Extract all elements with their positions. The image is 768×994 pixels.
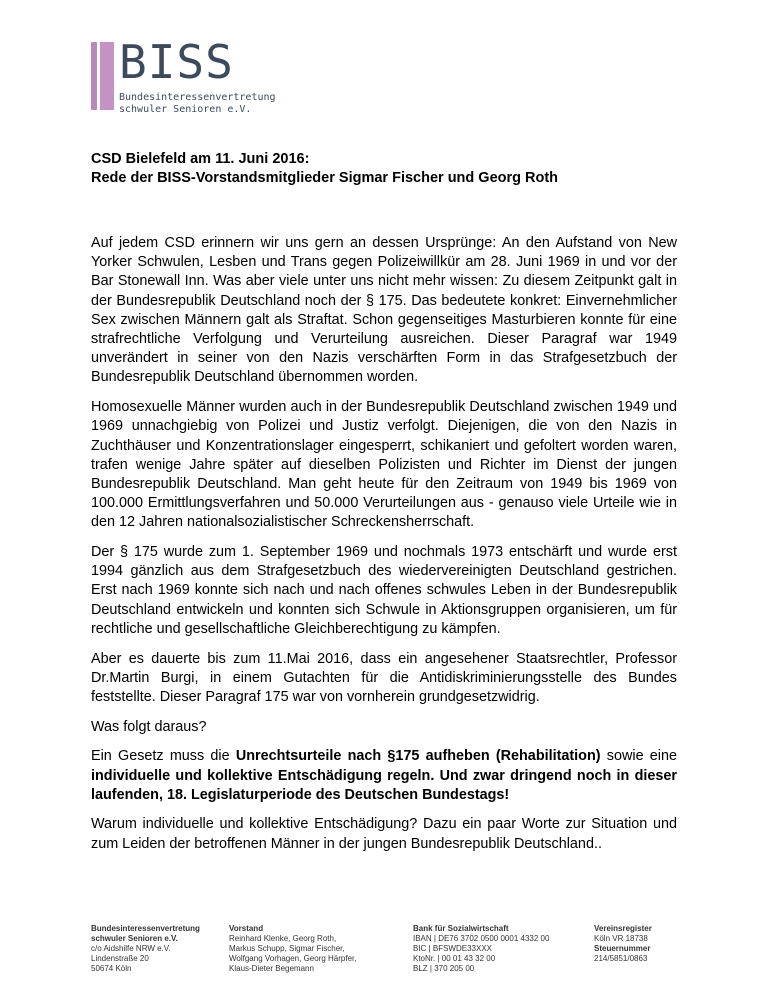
logo-bar-left (91, 42, 97, 110)
paragraph-6-bold-b: Unrechtsurteile nach §175 aufheben (Rehabilitation) (235, 748, 601, 765)
footer-register-line: 214/5851/0863 (594, 954, 648, 963)
footer-board-line: Klaus-Dieter Begemann (229, 964, 314, 973)
paragraph-5: Was folgt daraus? (91, 718, 207, 735)
paragraph-3: Der § 175 wurde zum 1. September 1969 und nochmals 1973 entschärft und wurde erst 1994 gänzlich aus dem Strafgesetzbuch des wiedervereinigten Deutschland gestrichen. Erst nach 1969 konnte sich nach und nach offenes schwules Leben in der Bundesrepublik Deutschland entwickeln und konnten sich Schwule in Aktionsgruppen organisieren, um für rechtliche und gesellschaftliche Gleichberechtigung zu kämpfen. (91, 544, 677, 637)
footer-register-line: Steuernummer (594, 944, 651, 953)
footer-board-line: Markus Schupp, Sigmar Fischer, (229, 944, 345, 953)
paragraph-6-bold-d: individuelle und kollektive Entschädigung regeln. Und zwar dringend noch in dieser laufenden, 18. Legislaturperiode des Deutschen Bundestags! (91, 767, 677, 803)
biss-logo (91, 35, 291, 116)
paragraph-4: Aber es dauerte bis zum 11.Mai 2016, dass ein angesehener Staatsrechtler, Professor Dr.Martin Burgi, in einem Gutachten für die Antidiskriminierungsstelle des Bundes feststellte. Dieser Paragraf 175 war von vornherein grundgesetzwidrig. (91, 650, 677, 705)
footer-board-line: Vorstand (229, 924, 264, 933)
footer-address-line: Bundesinteressenvertretung (91, 924, 200, 933)
footer-register-line: Vereinsregister (594, 924, 652, 933)
footer-bank-line: IBAN | DE76 3702 0500 0001 4332 00 (413, 934, 550, 943)
footer-bank-line: BIC | BFSWDE33XXX (413, 944, 492, 953)
footer-address-column (91, 924, 200, 974)
footer-board-column (229, 924, 357, 974)
logo-subtitle-line1: Bundesinteressenvertretung (119, 92, 276, 103)
speech-body (91, 234, 677, 864)
footer-bank-line: KtoNr. | 00 01 43 32 00 (413, 954, 496, 963)
heading-line-2: Rede der BISS-Vorstandsmitglieder Sigmar Fischer und Georg Roth (91, 170, 559, 186)
footer-board-line: Reinhard Klenke, Georg Roth, (229, 934, 337, 943)
paragraph-1: Auf jedem CSD erinnern wir uns gern an dessen Ursprünge: An den Aufstand von New Yorker Schwulen, Lesben und Trans gegen Polizeiwillkür am 28. Juni 1969 in und vor der Bar Stonewall Inn. Was aber viele unter uns nicht mehr wissen: Zu diesem Zeitpunkt galt in der Bundesrepublik Deutschland noch der § 175. Das bedeutete konkret: Einvernehmlicher Sex zwischen Männern galt als Straftat. Schon gegenseitiges Masturbieren konnte für eine strafrechtliche Verfolgung und Verurteilung ausreichen. Dieser Paragraf war 1949 unverändert in seiner von den Nazis verschärften Form in das Strafgesetzbuch der Bundesrepublik Deutschland übernommen worden. (91, 235, 677, 386)
paragraph-7: Warum individuelle und kollektive Entschädigung? Dazu ein paar Worte zur Situation und zum Leiden der betroffenen Männer in der jungen Bundesrepublik Deutschland.. (91, 816, 677, 852)
footer-register-line: Köln VR 18738 (594, 934, 648, 943)
logo-subtitle-line2: schwuler Senioren e.V. (119, 104, 252, 115)
footer-address-line: c/o Aidshilfe NRW e.V. (91, 944, 171, 953)
footer-address-line: schwuler Senioren e.V. (91, 934, 178, 943)
footer-address-line: 50674 Köln (91, 964, 132, 973)
document-heading (91, 150, 681, 188)
paragraph-2: Homosexuelle Männer wurden auch in der Bundesrepublik Deutschland zwischen 1949 und 1969 unnachgiebig von Polizei und Justiz verfolgt. Diejenigen, die von den Nazis in Zuchthäuser und Konzentrationslager eingesperrt, schikaniert und gefoltert worden waren, trafen wenige Jahre später auf dieselben Polizisten und Richter im Dienst der jungen Bundesrepublik Deutschland. Man geht heute für den Zeitraum von 1949 bis 1969 von 100.000 Ermittlungsverfahren und 50.000 Verurteilungen aus - genauso viele Urteile wie in den 12 Jahren nationalsozialistischer Schreckensherrschaft. (91, 399, 677, 531)
heading-line-1: CSD Bielefeld am 11. Juni 2016: (91, 151, 310, 167)
logo-name: BISS (119, 35, 234, 89)
footer-bank-line: BLZ | 370 205 00 (413, 964, 475, 973)
logo-bar-right (100, 42, 114, 110)
footer-register-column (594, 924, 652, 964)
footer-board-line: Wolfgang Vorhagen, Georg Härpfer, (229, 954, 357, 963)
paragraph-6-text-a: Ein Gesetz muss die (91, 748, 236, 765)
paragraph-6-text-c: sowie eine (600, 748, 677, 765)
footer-address-line: Lindenstraße 20 (91, 954, 149, 963)
footer-bank-line: Bank für Sozialwirtschaft (413, 924, 509, 933)
footer-bank-column (413, 924, 549, 974)
paragraph-6 (91, 747, 677, 805)
